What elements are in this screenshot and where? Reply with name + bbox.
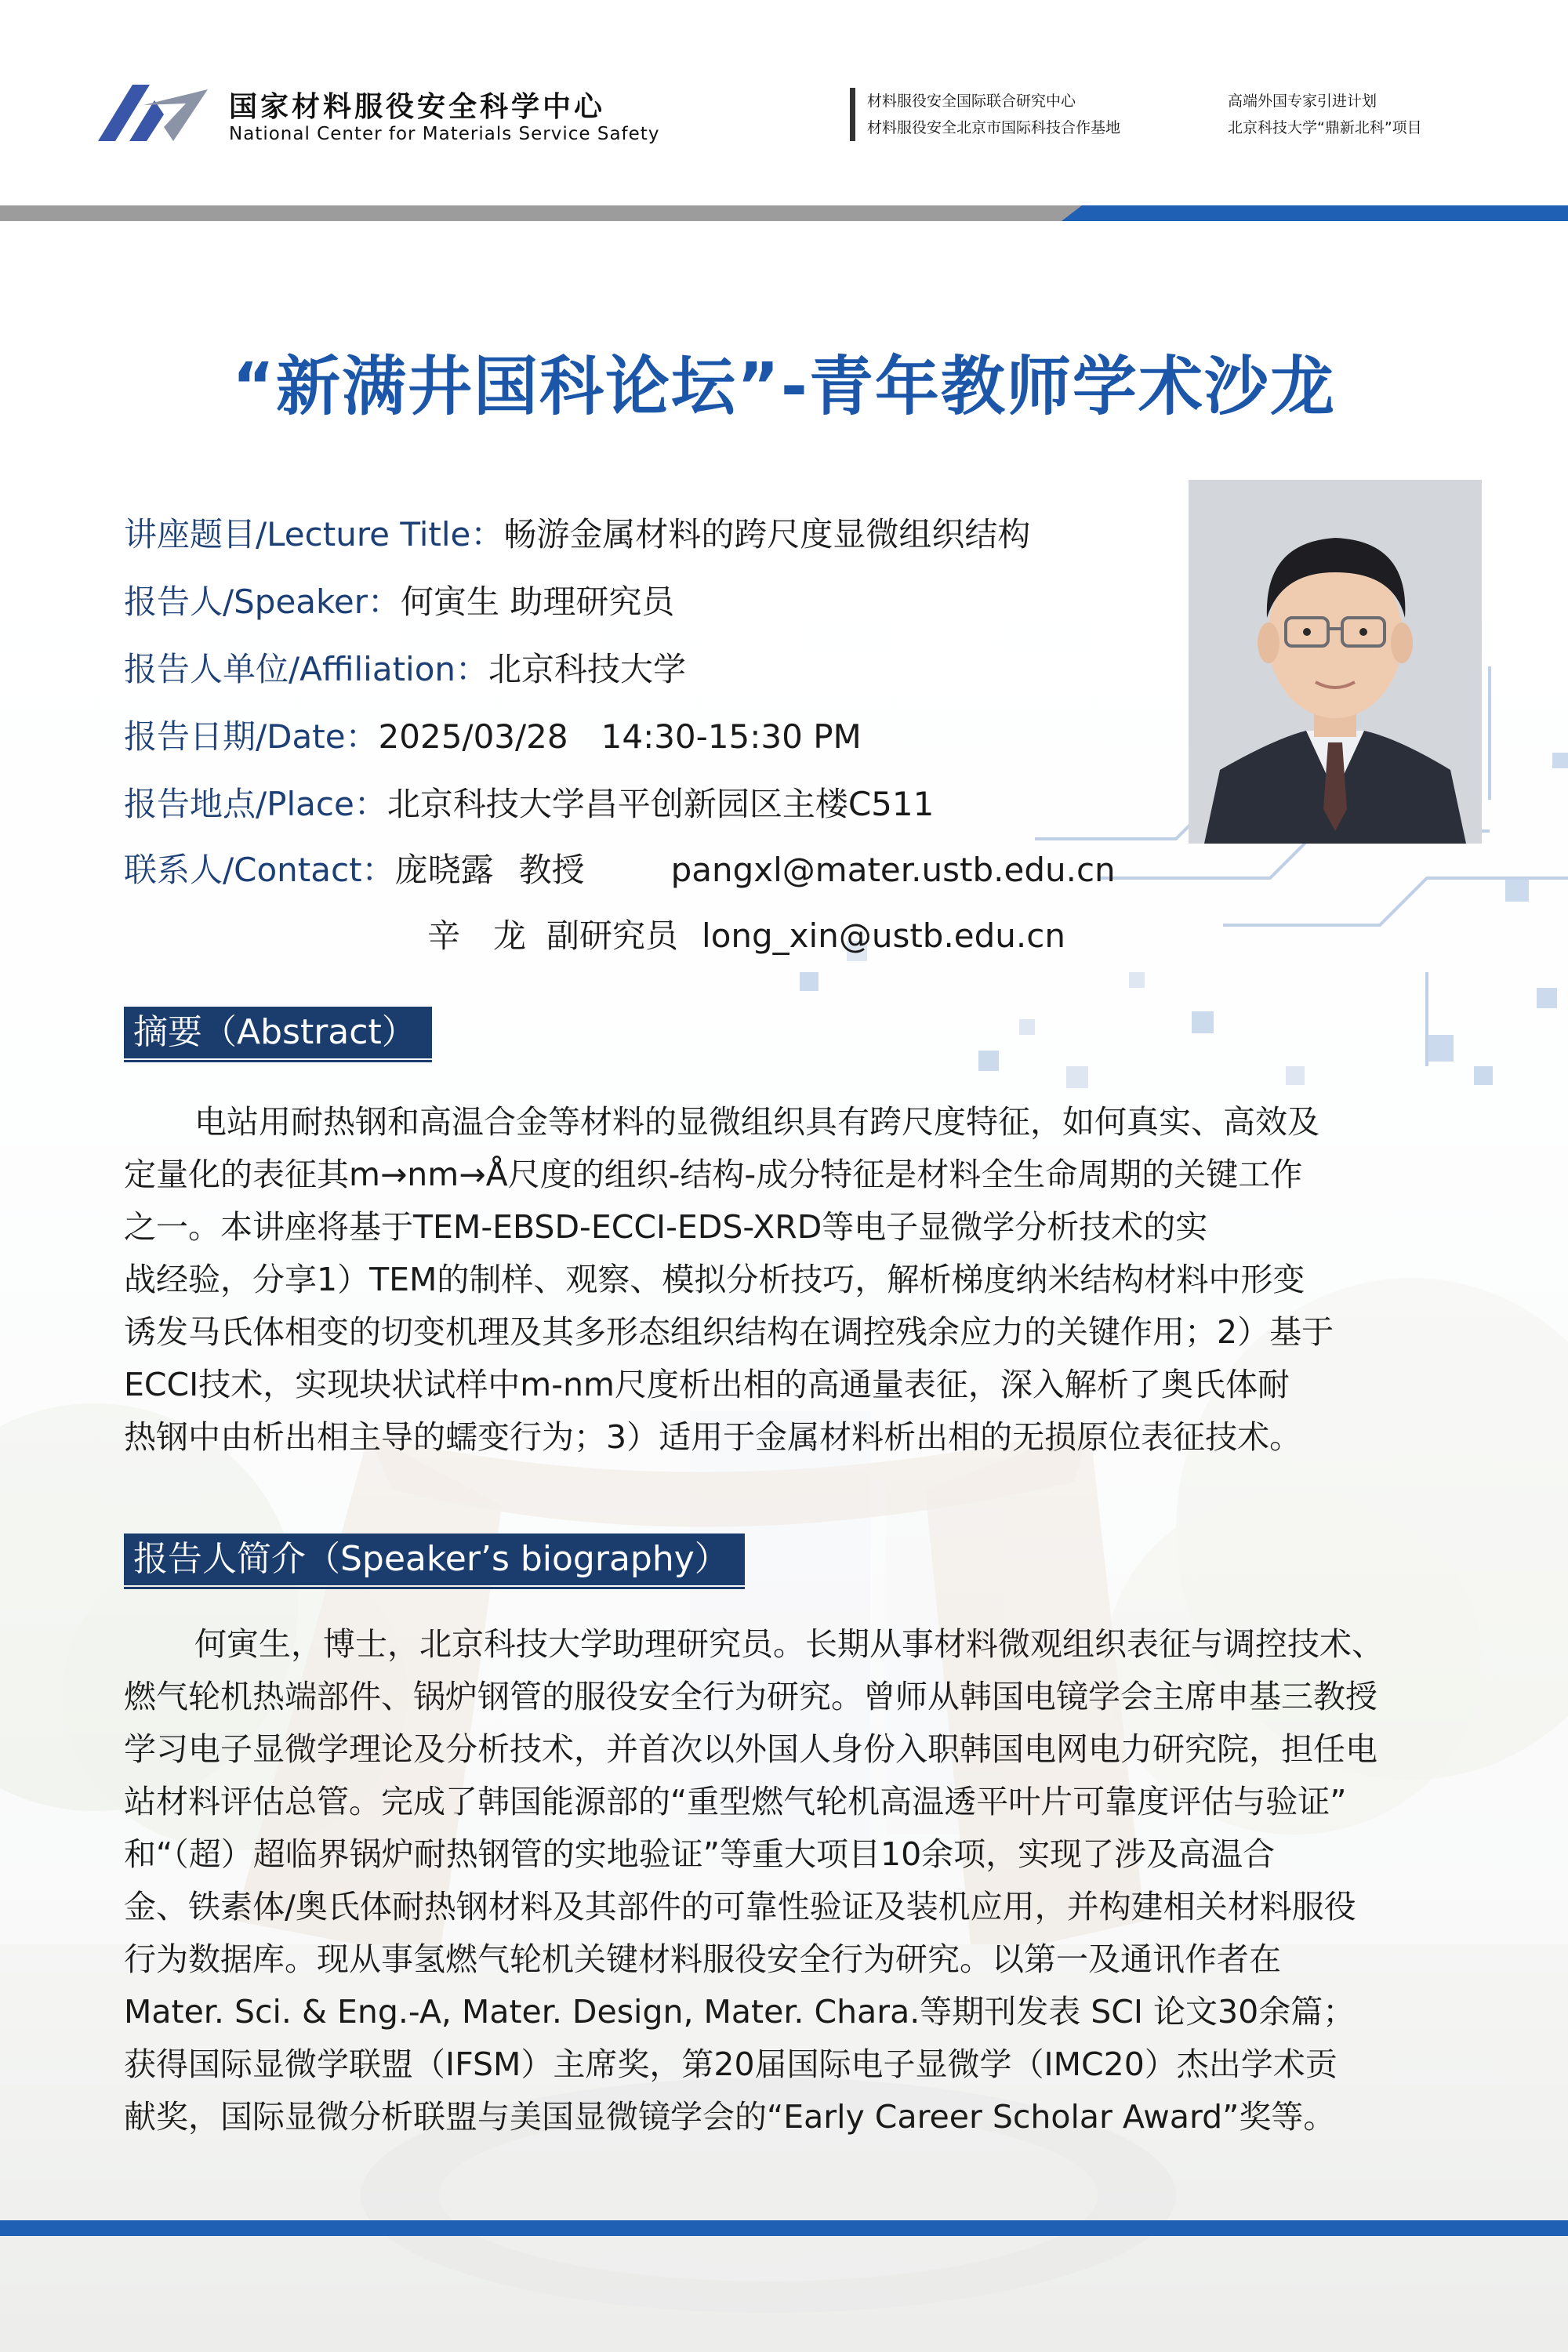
footer-bar-blue bbox=[0, 2220, 1568, 2236]
speaker-photo bbox=[1189, 480, 1482, 844]
lecture-title-value: 畅游金属材料的跨尺度显微组织结构 bbox=[503, 515, 1031, 554]
biography-line: 献奖，国际显微分析联盟与美国显微镜学会的“Early Career Scholar Award”奖等。 bbox=[124, 2098, 1336, 2136]
abstract-line: 热钢中由析出相主导的蠕变行为；3）适用于金属材料析出相的无损原位表征技术。 bbox=[124, 1418, 1302, 1456]
lecture-title-label: 讲座题目/Lecture Title： bbox=[124, 515, 504, 554]
org-name-cn: 国家材料服役安全科学中心 bbox=[229, 91, 606, 123]
abstract-heading: 摘要（Abstract） bbox=[124, 1007, 432, 1058]
biography-line: 燃气轮机热端部件、锅炉钢管的服役安全行为研究。曾师从韩国电镜学会主席申基三教授 bbox=[124, 1678, 1377, 1715]
contact-row-second bbox=[427, 914, 1065, 958]
abstract-line: 电站用耐热钢和高温合金等材料的显微组织具有跨尺度特征，如何真实、高效及 bbox=[194, 1103, 1319, 1141]
lecture-title-row bbox=[124, 513, 1030, 557]
header-bar-blue bbox=[1062, 205, 1568, 221]
biography-line: 行为数据库。现从事氢燃气轮机关键材料服役安全行为研究。以第一及通讯作者在 bbox=[124, 1940, 1281, 1978]
place-label: 报告地点/Place： bbox=[124, 785, 387, 823]
biography-line: 何寅生，博士，北京科技大学助理研究员。长期从事材料微观组织表征与调控技术、 bbox=[194, 1625, 1384, 1663]
header-program-line: 高端外国专家引进计划 bbox=[1228, 93, 1377, 110]
speaker-row bbox=[124, 580, 674, 624]
biography-line: 金、铁素体/奥氏体耐热钢材料及其部件的可靠性验证及装机应用，并构建相关材料服役 bbox=[124, 1888, 1356, 1926]
abstract-line: 定量化的表征其m→nm→Å尺度的组织-结构-成分特征是材料全生命周期的关键工作 bbox=[124, 1156, 1303, 1193]
org-name-en: National Center for Materials Service Safety bbox=[229, 124, 660, 144]
date-label: 报告日期/Date： bbox=[124, 717, 379, 756]
biography-heading: 报告人简介（Speaker’s biography） bbox=[124, 1534, 745, 1585]
place-row bbox=[124, 782, 934, 826]
header-program-line: 北京科技大学“鼎新北科”项目 bbox=[1228, 119, 1422, 136]
abstract-line: 之一。本讲座将基于TEM-EBSD-ECCI-EDS-XRD等电子显微学分析技术的实 bbox=[124, 1208, 1208, 1246]
contact-email[interactable]: pangxl@mater.ustb.edu.cn bbox=[670, 851, 1116, 889]
speaker-value: 何寅生 助理研究员 bbox=[400, 583, 675, 621]
affiliation-value: 北京科技大学 bbox=[488, 650, 687, 688]
contact-title: 副研究员 bbox=[546, 916, 679, 955]
header-affiliation-line: 材料服役安全北京市国际科技合作基地 bbox=[867, 119, 1121, 136]
biography-line: 和“（超）超临界锅炉耐热钢管的实地验证”等重大项目10余项，实现了涉及高温合 bbox=[124, 1835, 1276, 1873]
biography-line: 站材料评估总管。完成了韩国能源部的“重型燃气轮机高温透平叶片可靠度评估与验证” bbox=[124, 1783, 1347, 1820]
header-divider bbox=[850, 88, 855, 141]
abstract-line: 诱发马氏体相变的切变机理及其多形态组织结构在调控残余应力的关键作用；2）基于 bbox=[124, 1313, 1334, 1351]
abstract-line: 战经验，分享1）TEM的制样、观察、模拟分析技巧，解析梯度纳米结构材料中形变 bbox=[124, 1261, 1305, 1298]
place-value: 北京科技大学昌平创新园区主楼C511 bbox=[387, 785, 935, 823]
contact-label: 联系人/Contact： bbox=[124, 851, 395, 889]
speaker-label: 报告人/Speaker： bbox=[124, 583, 401, 621]
center-logo-icon bbox=[98, 78, 208, 143]
contact-name: 辛 龙 bbox=[427, 916, 527, 955]
contact-row bbox=[124, 848, 1116, 892]
contact-name: 庞晓露 bbox=[394, 851, 494, 889]
date-value: 2025/03/28 14:30-15:30 PM bbox=[378, 717, 862, 756]
abstract-line: ECCI技术，实现块状试样中m-nm尺度析出相的高通量表征，深入解析了奥氏体耐 bbox=[124, 1366, 1290, 1403]
contact-title: 教授 bbox=[518, 851, 585, 889]
biography-body bbox=[124, 1618, 1446, 2143]
abstract-body bbox=[124, 1096, 1446, 1464]
header-programs bbox=[1228, 88, 1422, 141]
header-affiliations bbox=[867, 88, 1120, 141]
affiliation-row bbox=[124, 648, 686, 691]
date-row bbox=[124, 715, 862, 759]
biography-line: Mater. Sci. & Eng.-A, Mater. Design, Mater. Chara.等期刊发表 SCI 论文30余篇； bbox=[124, 1993, 1356, 2031]
header-affiliation-line: 材料服役安全国际联合研究中心 bbox=[867, 93, 1076, 110]
contact-email[interactable]: long_xin@ustb.edu.cn bbox=[702, 916, 1065, 955]
page-title: “新满井国科论坛”-青年教师学术沙龙 bbox=[232, 350, 1336, 424]
biography-line: 获得国际显微学联盟（IFSM）主席奖，第20届国际电子显微学（IMC20）杰出学术贡 bbox=[124, 2045, 1338, 2083]
biography-line: 学习电子显微学理论及分析技术，并首次以外国人身份入职韩国电网电力研究院，担任电 bbox=[124, 1730, 1377, 1768]
affiliation-label: 报告人单位/Affiliation： bbox=[124, 650, 489, 688]
header-bar-gray bbox=[0, 205, 1082, 221]
